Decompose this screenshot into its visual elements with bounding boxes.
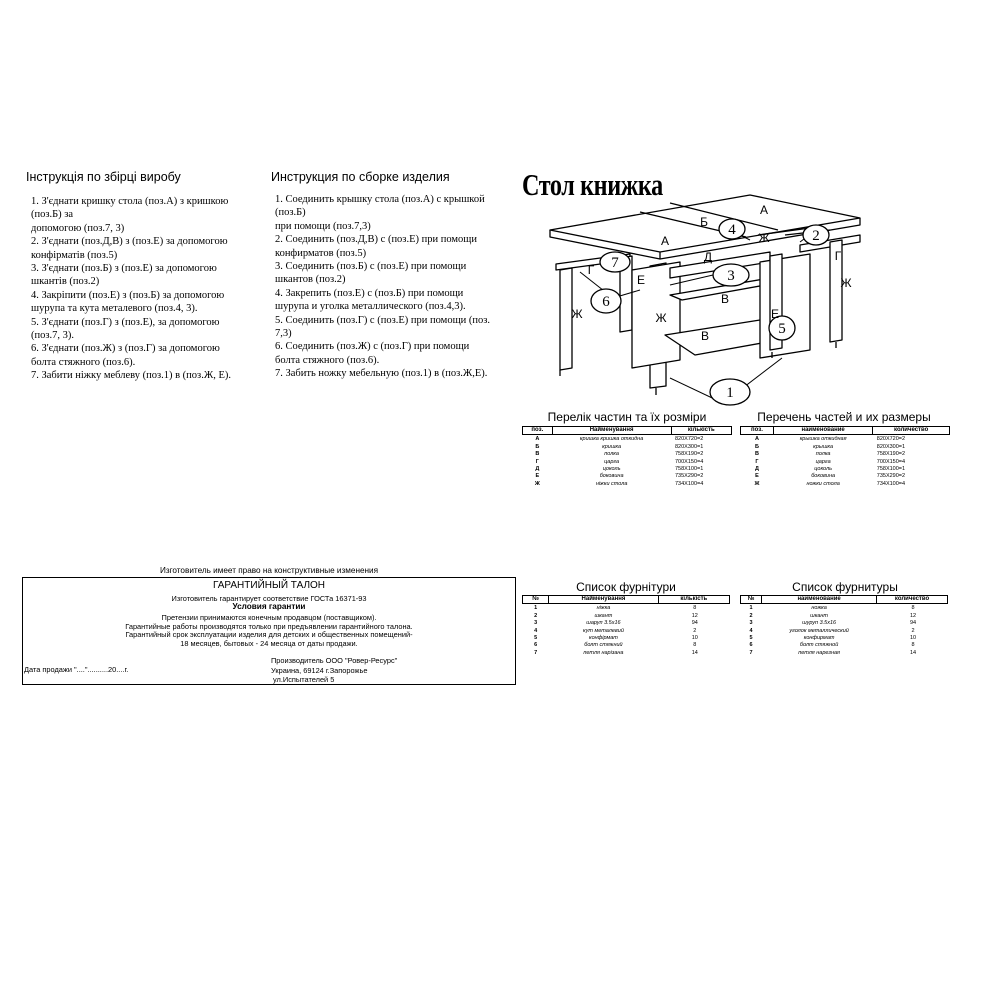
manufacturer-notice: Изготовитель имеет право на конструктивные изменения [159, 566, 379, 575]
part-letter: Б [700, 215, 708, 229]
table-cell: царга [604, 458, 620, 465]
parts-ru-title: Перечень частей и их размеры [757, 410, 931, 424]
ru-instruction-line: 6. Соединить (поз.Ж) с (поз.Г) при помощи [275, 341, 470, 353]
table-cell: царга [815, 458, 831, 465]
table-row [523, 473, 732, 480]
ua-instruction-line: (поз.Б) за [31, 209, 74, 221]
table-cell: боковина [599, 473, 624, 480]
table-cell: 758X100=1 [675, 466, 704, 473]
table-row [741, 451, 950, 458]
table-cell: 2 [693, 627, 697, 634]
table-cell: 700X150=4 [675, 458, 704, 465]
table-row [523, 642, 730, 649]
table-cell: 4 [534, 627, 538, 634]
table-cell: 5 [749, 635, 753, 642]
column-header: количество [873, 427, 950, 435]
table-cell: крышка [813, 443, 834, 450]
parts-ua-table [522, 426, 732, 488]
table-cell: цоколь [602, 466, 621, 473]
table-row [523, 604, 730, 613]
part-letter: В [720, 292, 730, 306]
table-cell: петля нарізана [583, 649, 624, 656]
table-cell: полка [815, 451, 831, 458]
table-row [741, 613, 948, 620]
table-cell: 2 [749, 612, 753, 619]
table-cell: 2 [534, 612, 538, 619]
table-cell: 8 [911, 642, 915, 649]
table-row [741, 444, 950, 451]
part-letter: Г [834, 249, 842, 263]
part-letter: Е [636, 273, 646, 287]
table-row [523, 466, 732, 473]
table-row [523, 435, 732, 444]
ua-instruction-line: 6. З'єднати (поз.Ж) з (поз.Г) за допомогою [31, 343, 220, 355]
table-cell: 1 [534, 605, 538, 612]
callout-number: 4 [728, 222, 736, 238]
callout-number: 7 [611, 255, 619, 271]
table-header-row [741, 596, 948, 604]
table-cell: болт стяжний [584, 642, 623, 649]
part-letter: Ж [758, 231, 770, 245]
guarantee-gost: Изготовитель гарантирует соответствие ГОСТа 16371-93 [171, 594, 367, 603]
table-row [741, 473, 950, 480]
column-header: № [741, 596, 762, 604]
ru-instruction-line: (поз.Б) [275, 207, 306, 219]
parts-ua-title: Перелік частин та їх розміри [547, 410, 707, 424]
ru-instructions-heading: Инструкция по сборке изделия [271, 170, 450, 184]
table-row [523, 620, 730, 627]
table-row [741, 650, 948, 657]
table-row [741, 642, 948, 649]
table-row [741, 628, 948, 635]
column-header: поз. [741, 427, 774, 435]
part-letter: Ж [840, 276, 852, 290]
table-cell: 6 [534, 642, 538, 649]
part-letter: А [759, 203, 769, 217]
table-cell: 735X290=2 [876, 473, 906, 480]
column-header: поз. [523, 427, 553, 435]
part-letter: Ж [655, 311, 667, 325]
table-cell: Б [535, 443, 540, 450]
guarantee-condition: Претензии принимаются конечным продавцом (поставщиком). [161, 613, 377, 622]
guarantee-condition: 18 месяцев, бытовых - 24 месяца от даты продажи. [180, 639, 358, 648]
table-cell: кришка [602, 443, 622, 450]
table-cell: 7 [534, 649, 538, 656]
ua-instruction-line: 3. З'єднати (поз.Б) з (поз.Е) за допомогою [31, 263, 217, 275]
ru-instruction-line: 1. Соединить крышку стола (поз.А) с крышкой [275, 194, 485, 205]
table-cell: Г [535, 458, 539, 465]
table-cell: 14 [691, 649, 698, 656]
ua-instruction-line: шурупа та кута металевого (поз.4, 3). [31, 303, 198, 315]
table-cell: полка [604, 451, 619, 458]
table-row [523, 628, 730, 635]
table-cell: 10 [909, 635, 917, 642]
hardware-ru-title: Список фурнитуры [792, 580, 898, 594]
table-row [523, 481, 732, 488]
table-row [523, 613, 730, 620]
product-title: Стол книжка [522, 167, 663, 202]
ru-instruction-line: шкантов (поз.2) [275, 274, 346, 286]
guarantee-card [22, 577, 516, 685]
column-header: наименование [773, 427, 872, 435]
table-cell: петля нарезная [798, 649, 840, 656]
ru-instruction-line: шурупа и уголка металлического (поз.4,3). [275, 301, 466, 313]
table-cell: 10 [691, 635, 698, 642]
part-letter: Ж [571, 307, 583, 321]
column-header: наименование [762, 596, 877, 604]
guarantee-conditions-title: Условия гарантии [232, 602, 306, 611]
table-cell: боковина [811, 473, 836, 480]
assembly-diagram [520, 190, 990, 410]
table-cell: 6 [749, 642, 753, 649]
part-letter: А [660, 234, 670, 248]
table-cell: шуруп 3.5x16 [802, 620, 837, 627]
table-row [523, 459, 732, 466]
manufacturer-line: Производитель ООО "Ровер-Ресурс" [271, 656, 398, 665]
table-row [523, 451, 732, 458]
ru-instruction-line: 7. Забить ножку мебельную (поз.1) в (поз.Ж,Е). [275, 368, 488, 380]
part-letter: В [700, 329, 710, 343]
table-cell: 14 [909, 649, 917, 656]
table-cell: 8 [911, 605, 915, 612]
table-cell: 94 [909, 620, 917, 627]
table-cell: цоколь [814, 466, 832, 473]
table-row [741, 481, 950, 488]
table-row [523, 635, 730, 642]
table-cell: 7 [749, 649, 753, 656]
table-cell: 758X100=1 [876, 466, 906, 473]
ru-instruction-line: 7,3) [275, 328, 292, 340]
table-cell: Е [535, 473, 540, 480]
manufacturer-line: ул.Испытателей 5 [273, 675, 335, 684]
part-letter: Е [770, 307, 780, 321]
table-cell: Г [755, 458, 759, 465]
ua-instruction-line: 1. З'єднати кришку стола (поз.А) з кришкою [31, 196, 229, 207]
table-row [741, 604, 948, 613]
table-cell: ніжка [596, 605, 611, 612]
table-cell: 4 [749, 627, 753, 634]
ua-instruction-line: конфірматів (поз.5) [31, 249, 118, 261]
guarantee-title: ГАРАНТИЙНЫЙ ТАЛОН [212, 580, 326, 591]
table-cell: крышка откидная [799, 436, 847, 443]
table-cell: Д [535, 466, 540, 473]
part-letter: Д [703, 250, 713, 264]
table-cell: 5 [534, 635, 538, 642]
table-cell: 700X150=4 [876, 458, 906, 465]
ua-instruction-line: 5. З'єднати (поз.Г) з (поз.Е), за допомогою [31, 316, 220, 328]
table-cell: 8 [693, 605, 697, 612]
table-cell: шкант [810, 612, 829, 619]
table-header-row [523, 596, 730, 604]
guarantee-condition: Гарантийный срок эксплуатации изделия для детских и общественных помещений- [125, 630, 413, 639]
ru-instruction-line: 3. Соединить (поз.Б) с (поз.Е) при помощи [275, 261, 467, 273]
callout-number: 1 [726, 385, 734, 401]
table-cell: ніжки стола [595, 480, 628, 487]
table-cell: 820X300=1 [675, 443, 704, 450]
ru-instruction-line: при помощи (поз.7,3) [275, 220, 371, 232]
ru-instruction-line: 4. Закрепить (поз.Е) с (поз.Б) при помощи [275, 287, 464, 299]
table-cell: болт стяжной [799, 642, 839, 649]
callout-number: 6 [602, 294, 610, 310]
ru-instruction-line: конфирматов (поз.5) [275, 247, 367, 259]
table-cell: кут металевий [582, 627, 624, 634]
callout-number: 2 [812, 228, 820, 244]
hardware-ua-title: Список фурнітури [576, 580, 676, 594]
ru-instruction-line: болта стяжного (поз.6). [275, 354, 380, 366]
table-cell: шаруп 3.5x16 [586, 620, 621, 627]
table-cell: 734X100=4 [876, 480, 906, 487]
table-cell: 820X300=1 [876, 443, 906, 450]
table-cell: ножки стола [806, 480, 840, 487]
table-cell: 3 [749, 620, 753, 627]
callout-number: 3 [727, 268, 735, 284]
table-cell: ножка [811, 605, 827, 612]
table-cell: А [754, 436, 759, 443]
ua-instruction-line: 2. З'єднати (поз.Д,В) з (поз.Е) за допомогою [31, 236, 228, 248]
sale-date-field: Дата продажи "...."..........20....г. [24, 665, 129, 674]
table-cell: 12 [909, 612, 917, 619]
hardware-ua-table [522, 595, 730, 657]
manufacturer-line: Украина, 69124 г.Запорожье [271, 666, 368, 675]
hardware-ru-table [740, 595, 948, 657]
part-letter: Г [587, 263, 595, 277]
table-row [741, 435, 950, 444]
table-cell: В [754, 451, 759, 458]
ua-instruction-line: (поз.7, 3). [31, 330, 75, 342]
ua-instructions-list [31, 195, 231, 383]
column-header: Найменування [549, 596, 658, 604]
ua-instruction-line: болта стяжного (поз.6). [31, 356, 136, 368]
ua-instructions-heading: Інструкція по збірці виробу [26, 170, 181, 184]
ru-instructions-list [275, 193, 490, 381]
table-cell: кришка кришка откидна [579, 436, 644, 443]
table-cell: 12 [691, 612, 698, 619]
parts-ru-table [740, 426, 950, 488]
column-header: количество [877, 596, 948, 604]
table-cell: Ж [534, 480, 540, 487]
table-cell: 758X190=2 [876, 451, 906, 458]
table-cell: 758X190=2 [675, 451, 704, 458]
table-cell: 820X720=2 [675, 436, 704, 443]
ua-instruction-line: шкантів (поз.2) [31, 276, 100, 288]
table-cell: 3 [534, 620, 538, 627]
table-cell: 734X100=4 [675, 480, 704, 487]
ru-instruction-line: 5. Соединить (поз.Г) с (поз.Е) при помощи (поз. [275, 314, 491, 326]
table-cell: шкант [594, 612, 613, 619]
table-cell: 735X290=2 [675, 473, 704, 480]
table-header-row [741, 427, 950, 435]
table-cell: 8 [693, 642, 697, 649]
table-cell: Ж [754, 480, 760, 487]
column-header: кількість [658, 596, 729, 604]
column-header: Найменування [552, 427, 671, 435]
table-row [741, 459, 950, 466]
ru-instruction-line: 2. Соединить (поз.Д,В) с (поз.Е) при помощи [275, 234, 477, 246]
table-cell: конфирмат [803, 635, 835, 642]
table-row [741, 466, 950, 473]
table-cell: 820X720=2 [876, 436, 906, 443]
ua-instruction-line: 7. Забити ніжку меблеву (поз.1) в (поз.Ж, Е). [31, 370, 232, 382]
column-header: № [523, 596, 549, 604]
table-row [523, 444, 732, 451]
table-cell: Е [755, 473, 759, 480]
table-cell: 94 [691, 620, 698, 627]
side-panel-right [760, 254, 810, 358]
left-leg-outer [560, 268, 572, 370]
column-header: кількість [671, 427, 732, 435]
ua-instruction-line: 4. Закріпити (поз.Е) з (поз.Б) за допомогою [31, 289, 225, 301]
table-cell: 1 [749, 605, 753, 612]
table-cell: А [535, 436, 540, 443]
table-row [523, 650, 730, 657]
callout-number: 5 [778, 321, 786, 337]
table-cell: Д [755, 466, 759, 473]
table-row [741, 635, 948, 642]
table-cell: Б [755, 443, 759, 450]
table-cell: уголок металлический [789, 627, 849, 634]
table-header-row [523, 427, 732, 435]
table-cell: В [535, 451, 540, 458]
table-cell: 2 [911, 627, 915, 634]
ua-instruction-line: допомогою (поз.7, 3) [31, 222, 125, 234]
table-row [741, 620, 948, 627]
table-cell: конфірмат [588, 635, 618, 642]
guarantee-condition: Гарантийные работы производятся только при предъявлении гарантийного талона. [125, 622, 413, 631]
